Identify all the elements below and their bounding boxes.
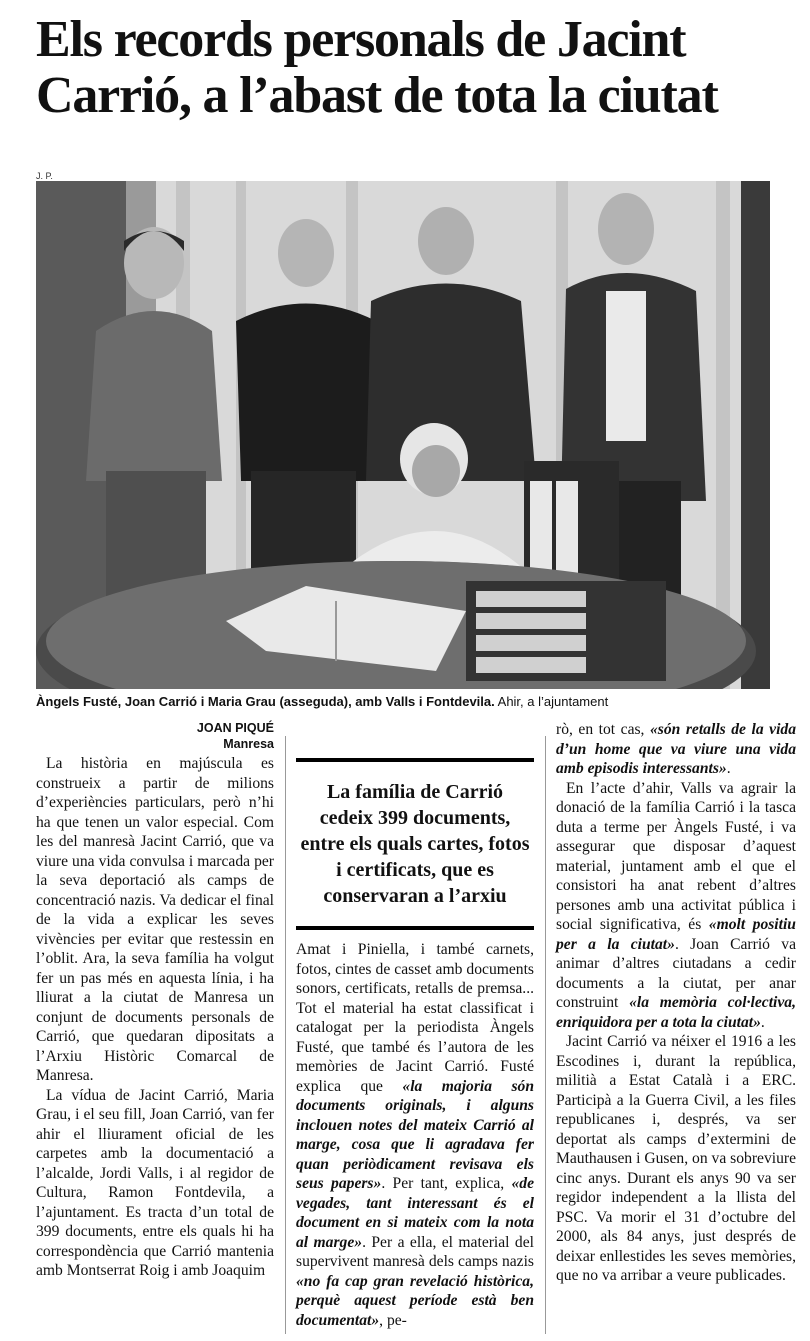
headline-line-2: Carrió, a l’abast de tota la ciutat bbox=[36, 67, 718, 124]
quote: «la majoria són documents originals, i alguns inclouen notes del mateix Carrió al marge, cosa que li agradava fer quan periòdicament revisava els seus papers» bbox=[296, 1077, 534, 1192]
caption-names: Àngels Fusté, Joan Carrió i Maria Grau (asseguda), amb Valls i Fontdevila. bbox=[36, 694, 495, 709]
headline-line-1: Els records personals de Jacint bbox=[36, 11, 686, 68]
headline bbox=[36, 12, 806, 124]
paragraph bbox=[556, 779, 796, 1033]
article-column-2 bbox=[296, 940, 534, 1330]
text-run: . bbox=[760, 1013, 765, 1031]
photo-caption bbox=[36, 694, 776, 709]
text-run: . Joan Carrió va animar d’altres ciutadans a cedir documents a la ciutat, per anar construint bbox=[556, 935, 797, 1011]
paragraph: La vídua de Jacint Carrió, Maria Grau, i el seu fill, Joan Carrió, van fer ahir el lliurament oficial de les carpetes amb la documentació a l’alcalde, Jordi Valls, i al regidor de Cultura, Ramon Fontdevila, a l’ajuntament. Es tracta d’un total de 399 documents, entre els quals hi ha correspondència que Carrió mantenia amb Montserrat Roig i amb Joaquim bbox=[36, 1086, 274, 1279]
photo-illustration bbox=[36, 181, 770, 689]
text-run: rò, en tot cas, bbox=[556, 721, 650, 738]
quote: «són retalls de la vida d’un home que va viure una vida amb episodis interessants» bbox=[556, 721, 796, 777]
text-run: , pe- bbox=[379, 1311, 407, 1329]
byline-place: Manresa bbox=[223, 737, 274, 751]
paragraph: Jacint Carrió va néixer el 1916 a les Escodines i, durant la república, militià a Estat Català i a ERC. Participà a la Guerra Civil, a les files republicanes i, després, va ser deportat als camps d’extermini de Mauthausen i Gusen, on va sobreviure cinc anys. Durant els anys 90 va ser regidor independent a la llista del PSC. Va morir el 31 d’octubre del 2000, als 84 anys, just després de deixar enllestides les seves memòries, que no va arribar a veure publicades. bbox=[556, 1033, 796, 1284]
article-column-1 bbox=[36, 720, 274, 1281]
pull-quote bbox=[296, 758, 534, 930]
text-run: . Per a ella, el material del supervivent manresà dels camps nazis bbox=[296, 1233, 534, 1270]
text-run: En l’acte d’ahir, Valls va agrair la donació de la família Carrió i la tasca duta a terme per Àngels Fusté, i va assegurar que disposar d’aquest material, juntament amb el que el consistori ha anat rebent d’altres persones amb una activitat pública i social significativa, és bbox=[556, 779, 796, 933]
pull-quote-text: La família de Carrió cedeix 399 documents, entre els quals cartes, fotos i certificats, que es conservaran a l’arxiu bbox=[300, 781, 530, 907]
text-run: . Per tant, explica, bbox=[381, 1175, 512, 1192]
quote: «molt positiu per a la ciutat» bbox=[556, 916, 796, 953]
column-separator bbox=[545, 736, 546, 1334]
paragraph bbox=[296, 940, 534, 1330]
photo-credit: J. P. bbox=[36, 171, 53, 181]
byline-author: JOAN PIQUÉ bbox=[196, 721, 274, 735]
paragraph: La història en majúscula es construeix a partir de milions d’experiències particulars, però n’hi ha que tenen un valor especial. Com les del manresà Jacint Carrió, que va viure una vida convulsa i marcada per la seva deportació als camps de concentració nazis. Va dedicar el final de la vida a explicar les seves vivències per evitar que restessin en l’oblit. Ara, la seva família ha volgut fer un pas més en aquesta línia, i ha lliurat a la ciutat de Manresa un conjunt de documents personals de Carrió, que quedaran dipositats a l’Arxiu Històric Comarcal de Manresa. bbox=[36, 755, 274, 1084]
quote: «de vegades, tant interessant és el document en si mateix com la nota al marge» bbox=[296, 1175, 535, 1251]
text-run: . bbox=[726, 760, 731, 777]
quote: «la memòria col·lectiva, enriquidora per a tota la ciutat» bbox=[556, 994, 796, 1031]
article-column-3 bbox=[556, 720, 796, 1286]
news-photo bbox=[36, 181, 770, 689]
caption-location: Ahir, a l’ajuntament bbox=[494, 694, 609, 709]
column-separator bbox=[285, 736, 286, 1334]
text-run: Amat i Piniella, i també carnets, fotos, cintes de casset amb documents sonors, certificats, retalls de premsa... Tot el material ha estat classificat i catalogat per la periodista Àngels Fusté, que també és l’autora de les memòries de Jacint Carrió. Fusté explica que bbox=[296, 941, 534, 1095]
paragraph bbox=[556, 720, 796, 779]
quote: «no fa cap gran revelació històrica, perquè aquest període està ben documentat» bbox=[296, 1272, 534, 1329]
